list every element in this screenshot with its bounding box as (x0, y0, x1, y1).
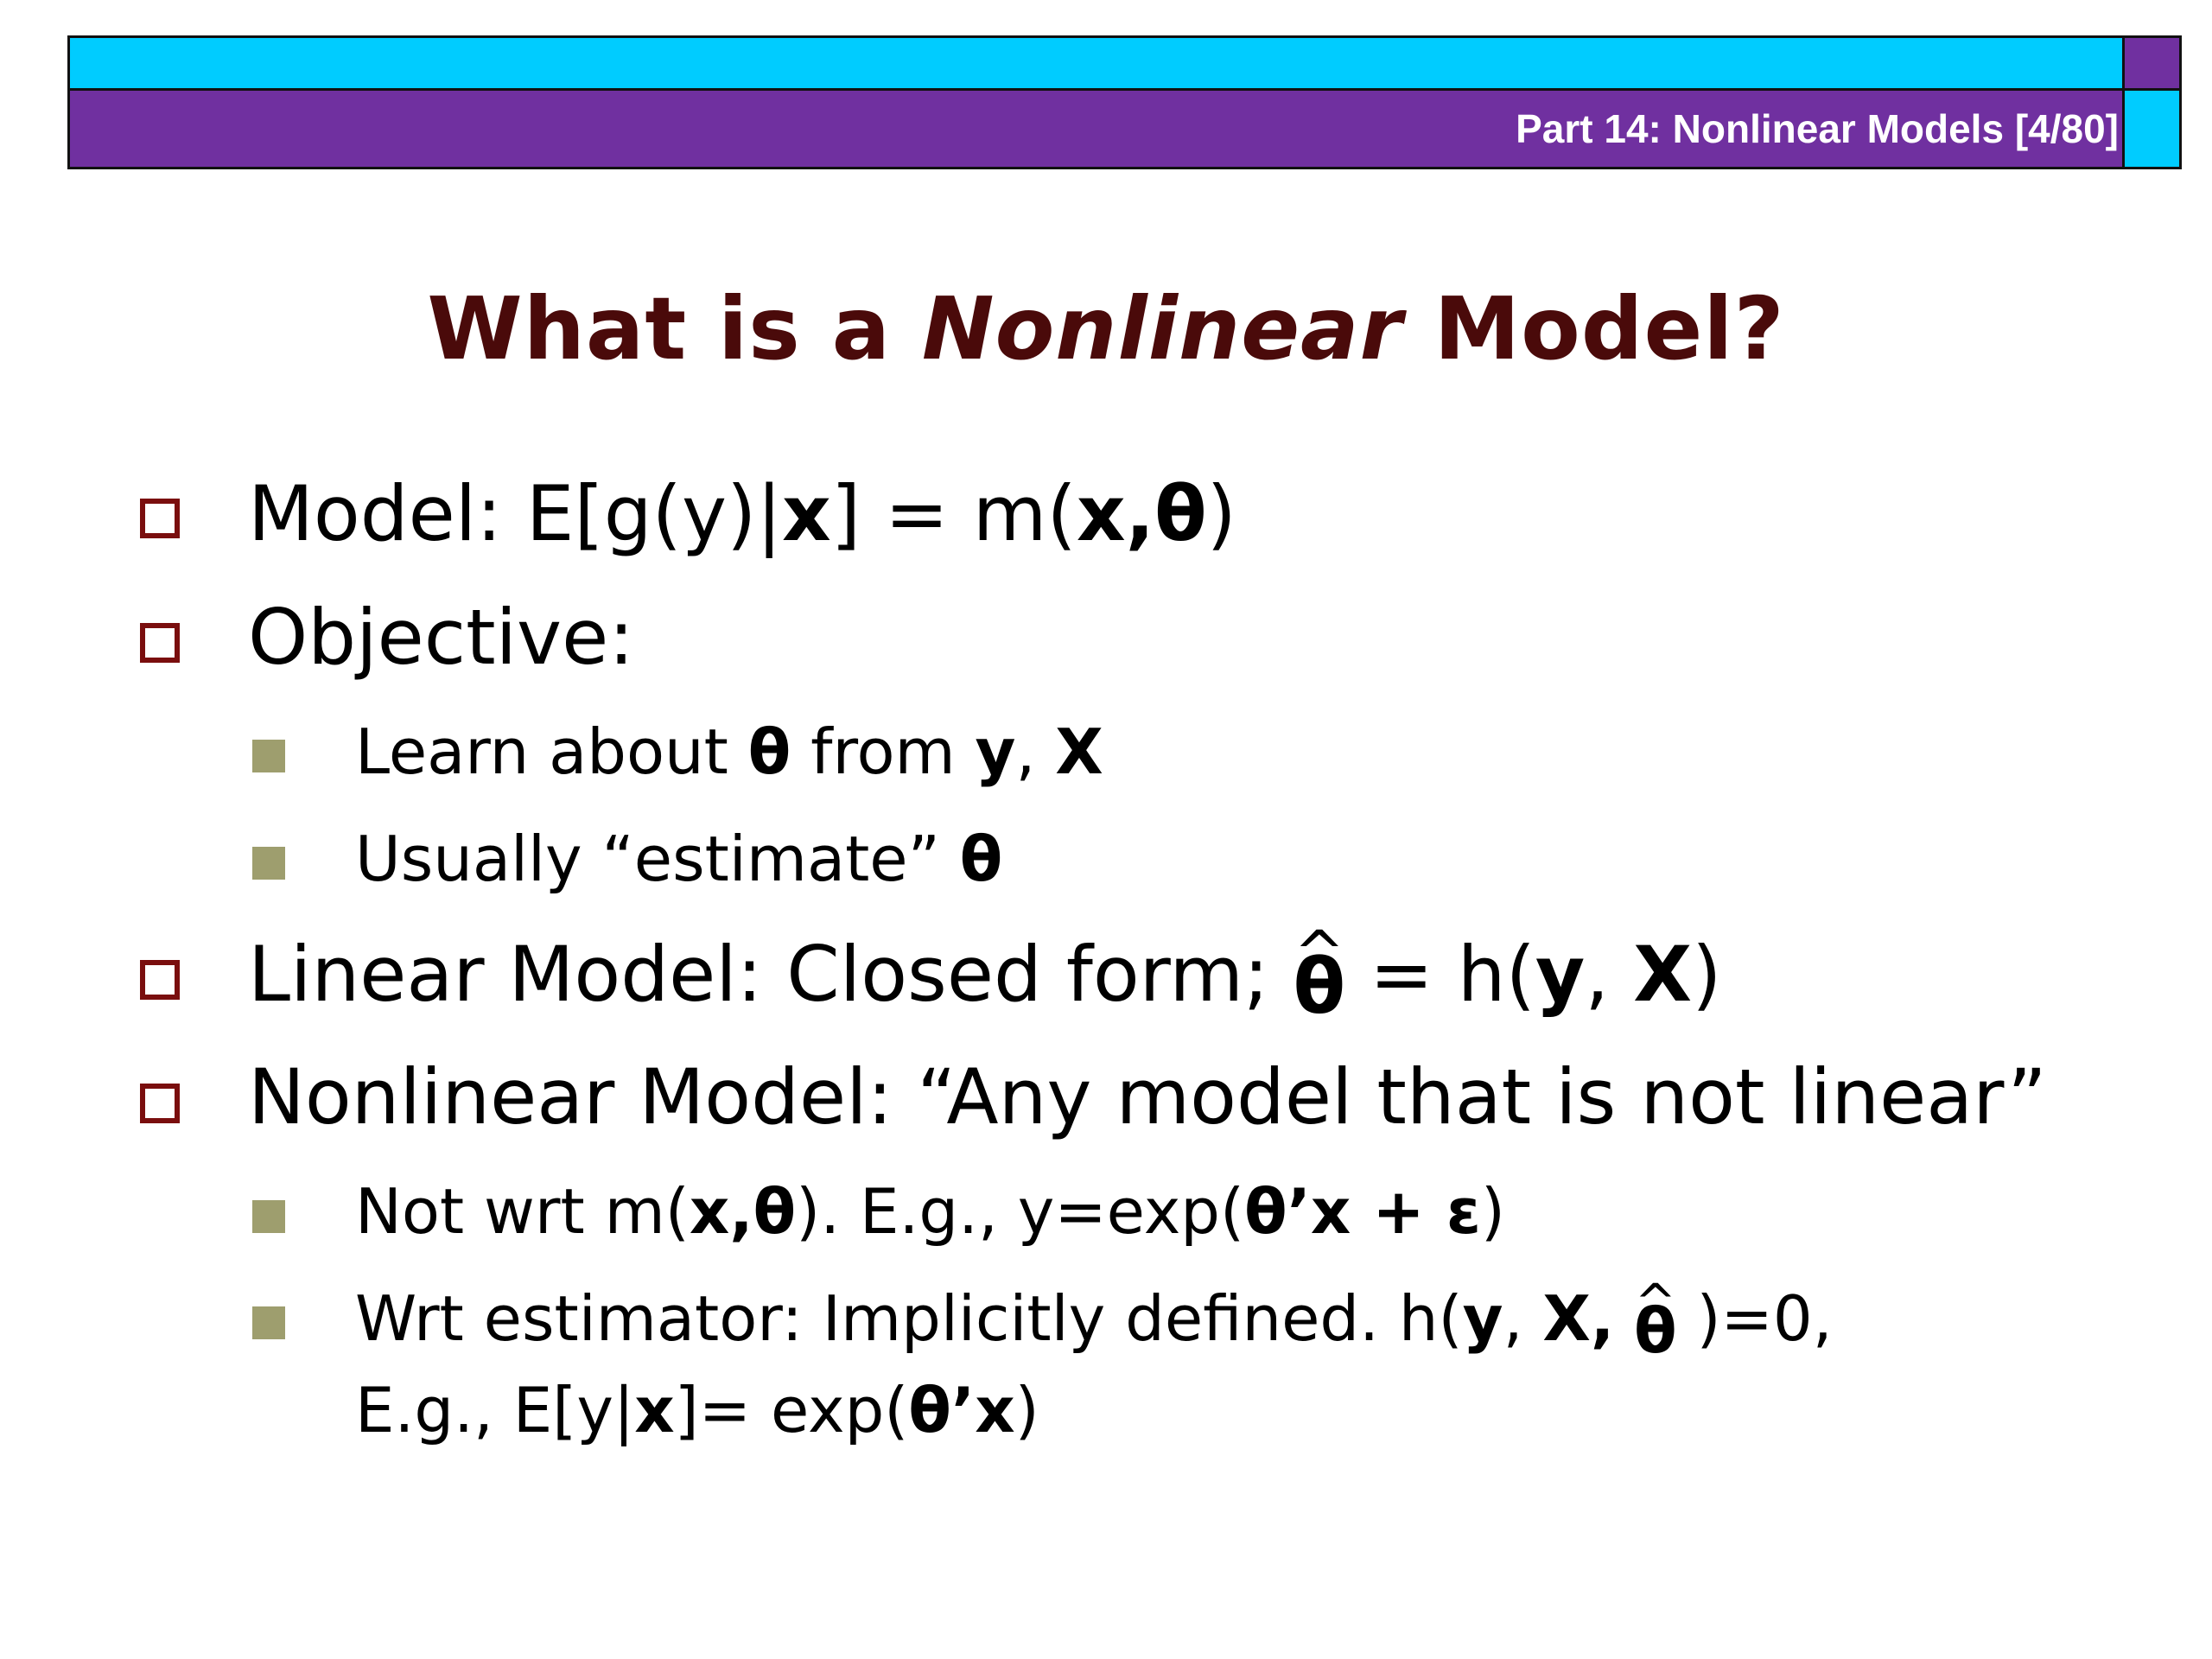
title-part-1: What is a (427, 278, 922, 379)
sub-bullet-square-icon (252, 1306, 285, 1339)
theta-hat: ^ θ (1634, 1287, 1676, 1374)
title-part-3: Model? (1402, 278, 1785, 379)
sub-bullet-wrt-estimator: Wrt estimator: Implicitly defined. h(y, X, ^ θ )=0, (355, 1275, 1833, 1362)
title-part-2: Nonlinear (921, 278, 1403, 379)
bullet-box-icon (140, 960, 180, 1000)
bullet-nonlinear-model: Nonlinear Model: “Any model that is not linear” (248, 1052, 2047, 1141)
bullet-model: Model: E[g(y)|x] = m(x,θ) (248, 469, 1236, 558)
header-label: Part 14: Nonlinear Models [4/80] (1516, 106, 2119, 151)
sub-bullet-not-wrt: Not wrt m(x,θ). E.g., y=exp(θ’x + ε) (355, 1175, 1505, 1248)
theta-hat: ^ θ (1294, 944, 1345, 1030)
bullet-box-icon (140, 1084, 180, 1123)
sub-bullet-square-icon (252, 847, 285, 880)
bullet-linear-model: Linear Model: Closed form; ^ θ = h(y, X) (248, 931, 1721, 1018)
sub-bullet-learn: Learn about θ from y, X (355, 715, 1103, 788)
sub-bullet-estimate: Usually “estimate” θ (355, 823, 1003, 895)
sub-bullet-wrt-estimator-line2: E.g., E[y|x]= exp(θ’x) (355, 1374, 1039, 1446)
slide-title (0, 278, 2212, 379)
header-corner-cyan (2125, 91, 2182, 169)
bullet-box-icon (140, 623, 180, 663)
sub-bullet-square-icon (252, 1200, 285, 1233)
header-top-bar (67, 35, 2125, 91)
header-corner-purple (2125, 35, 2182, 91)
sub-bullet-square-icon (252, 740, 285, 772)
bullet-box-icon (140, 499, 180, 538)
bullet-objective: Objective: (248, 593, 634, 682)
